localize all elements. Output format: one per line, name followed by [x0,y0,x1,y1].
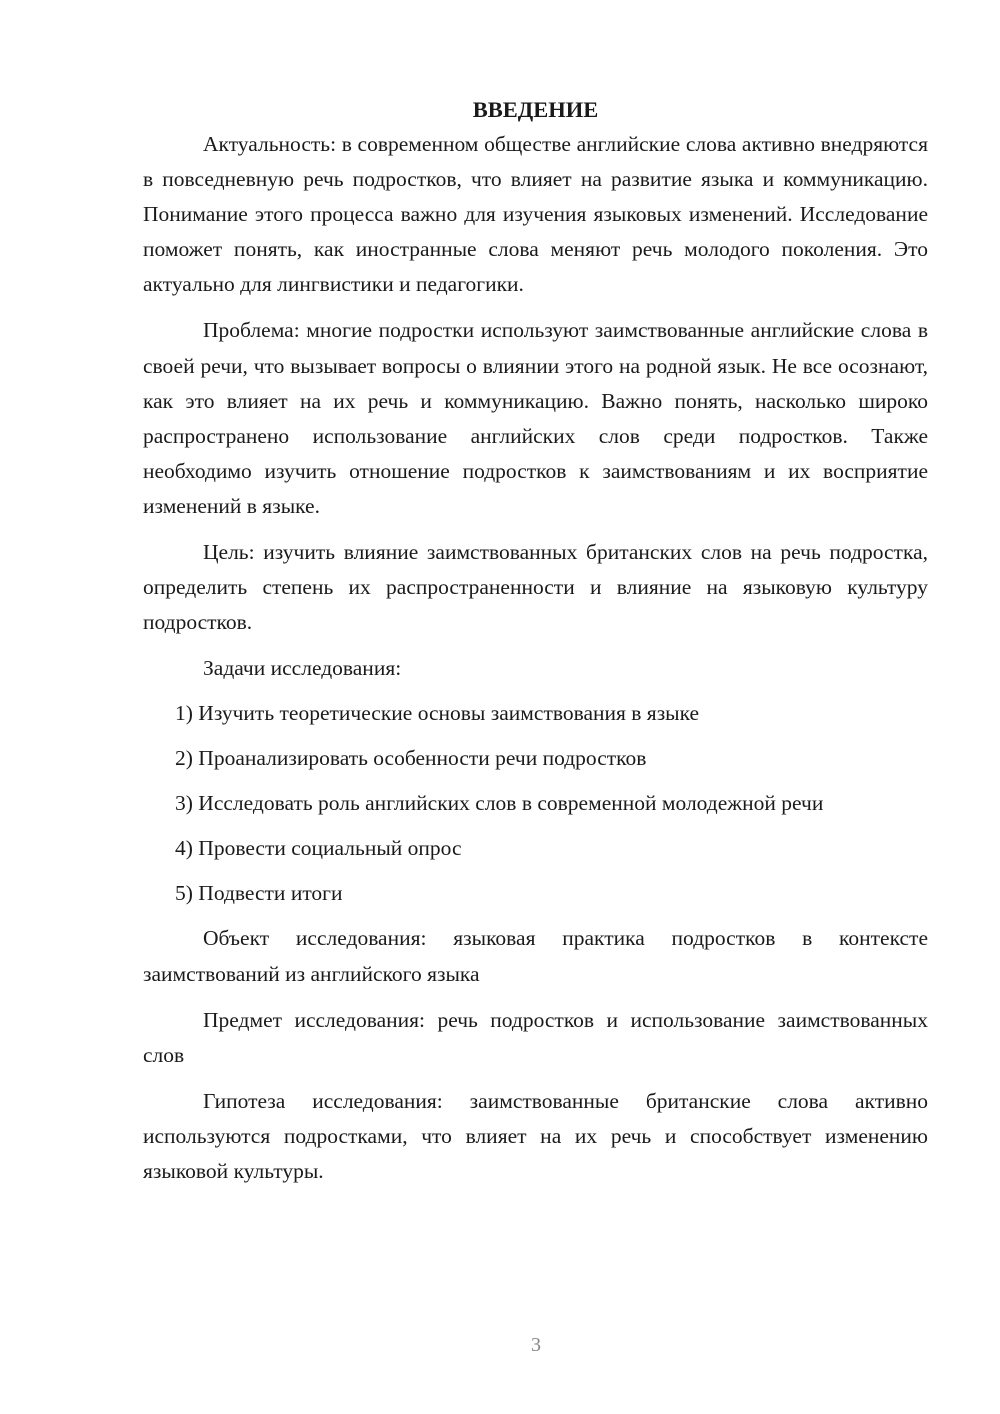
problem-paragraph: Проблема: многие подростки используют заимствованные английские слова в своей речи, что вызывает вопросы о влиянии этого на родной язык. Не все осознают, как это влияет на их речь и коммуникацию. Важно понять, насколько широко распространено использование английских слов среди подростков. Также необходимо изучить отношение подростков к заимствованиям и их восприятие изменений в языке. [143,318,928,518]
subject-paragraph: Предмет исследования: речь подростков и использование заимствованных слов [143,1007,928,1067]
list-item [175,696,928,731]
list-item-number: 5) [175,881,193,906]
list-item-text: Провести социальный опрос [198,836,462,861]
list-item [175,876,928,911]
list-item-number: 1) [175,701,193,726]
list-item-number: 2) [175,746,193,771]
list-item-number: 3) [175,791,193,816]
list-item-number: 4) [175,836,193,861]
hypothesis-paragraph: Гипотеза исследования: заимствованные британские слова активно используются подростками, что влияет на их речь и способствует изменению языковой культуры. [143,1088,928,1183]
goal-paragraph: Цель: изучить влияние заимствованных британских слов на речь подростка, определить степень их распространенности и влияние на языковую культуру подростков. [143,540,928,635]
list-item-text: Изучить теоретические основы заимствования в языке [198,701,700,726]
page-number: 3 [531,1334,541,1356]
list-item-text: Подвести итоги [198,881,343,906]
relevance-paragraph: Актуальность: в современном обществе английские слова активно внедряются в повседневную речь подростков, что влияет на развитие языка и коммуникацию. Понимание этого процесса важно для изучения языковых изменений. Исследование поможет понять, как иностранные слова меняют речь молодого поколения. Это актуально для лингвистики и педагогики. [143,132,928,297]
tasks-list [143,696,928,911]
list-item-text: Исследовать роль английских слов в современной молодежной речи [198,791,824,816]
tasks-intro: Задачи исследования: [203,656,402,681]
object-paragraph: Объект исследования: языковая практика подростков в контексте заимствований из английского языка [143,926,928,986]
list-item [175,741,928,776]
document-page [143,92,928,1200]
list-item-text: Проанализировать особенности речи подростков [198,746,647,771]
section-heading: ВВЕДЕНИЕ [472,97,599,122]
list-item [175,831,928,866]
list-item [175,786,928,821]
